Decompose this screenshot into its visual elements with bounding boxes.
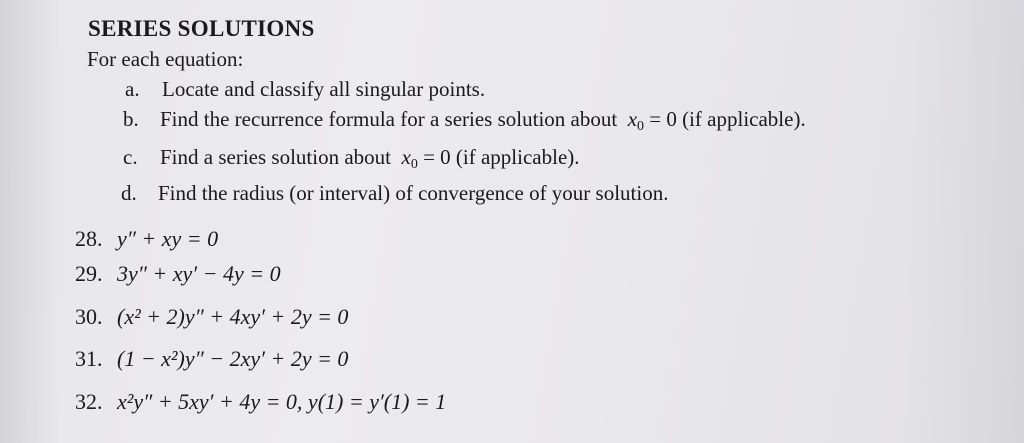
- task-letter: d.: [121, 181, 137, 205]
- task-suffix: = 0 (if applicable).: [649, 107, 806, 131]
- problem-equation: (1 − x²)y″ − 2xy′ + 2y = 0: [117, 346, 349, 371]
- task-letter: a.: [125, 77, 140, 101]
- problem-equation: y″ + xy = 0: [117, 226, 219, 251]
- problem-equation: (x² + 2)y″ + 4xy′ + 2y = 0: [117, 304, 349, 329]
- task-letter: b.: [123, 107, 139, 131]
- task-text: Find the recurrence formula for a series solution about: [160, 107, 618, 131]
- instructions-intro: For each equation:: [87, 47, 244, 71]
- task-letter: c.: [123, 145, 138, 169]
- page-shadow-right: [904, 0, 1024, 443]
- problem-number: 32.: [75, 389, 103, 414]
- task-item-d: [121, 181, 668, 206]
- problem-29: [75, 261, 281, 287]
- problem-number: 30.: [75, 304, 103, 329]
- section-heading: SERIES SOLUTIONS: [88, 16, 315, 41]
- problem-28: [75, 226, 218, 252]
- problem-number: 29.: [75, 261, 103, 286]
- task-text: Find a series solution about: [160, 145, 391, 169]
- task-item-b: [123, 107, 806, 135]
- task-text: Find the radius (or interval) of convergence of your solution.: [158, 181, 669, 205]
- problem-equation: 3y″ + xy′ − 4y = 0: [117, 261, 281, 286]
- x0-symbol: $x_0$: [401, 145, 418, 172]
- problem-31: [75, 346, 348, 372]
- problem-number: 28.: [75, 226, 103, 251]
- problem-32: [75, 389, 446, 415]
- task-item-a: [125, 77, 485, 102]
- problem-number: 31.: [75, 346, 103, 371]
- task-item-c: [123, 145, 580, 173]
- task-suffix: = 0 (if applicable).: [423, 145, 580, 169]
- task-text: Locate and classify all singular points.: [162, 77, 486, 101]
- problem-equation: x²y″ + 5xy′ + 4y = 0, y(1) = y′(1) = 1: [117, 389, 447, 414]
- page-shadow-left: [0, 0, 60, 443]
- problem-30: [75, 304, 348, 330]
- x0-symbol: $x_0$: [627, 107, 645, 134]
